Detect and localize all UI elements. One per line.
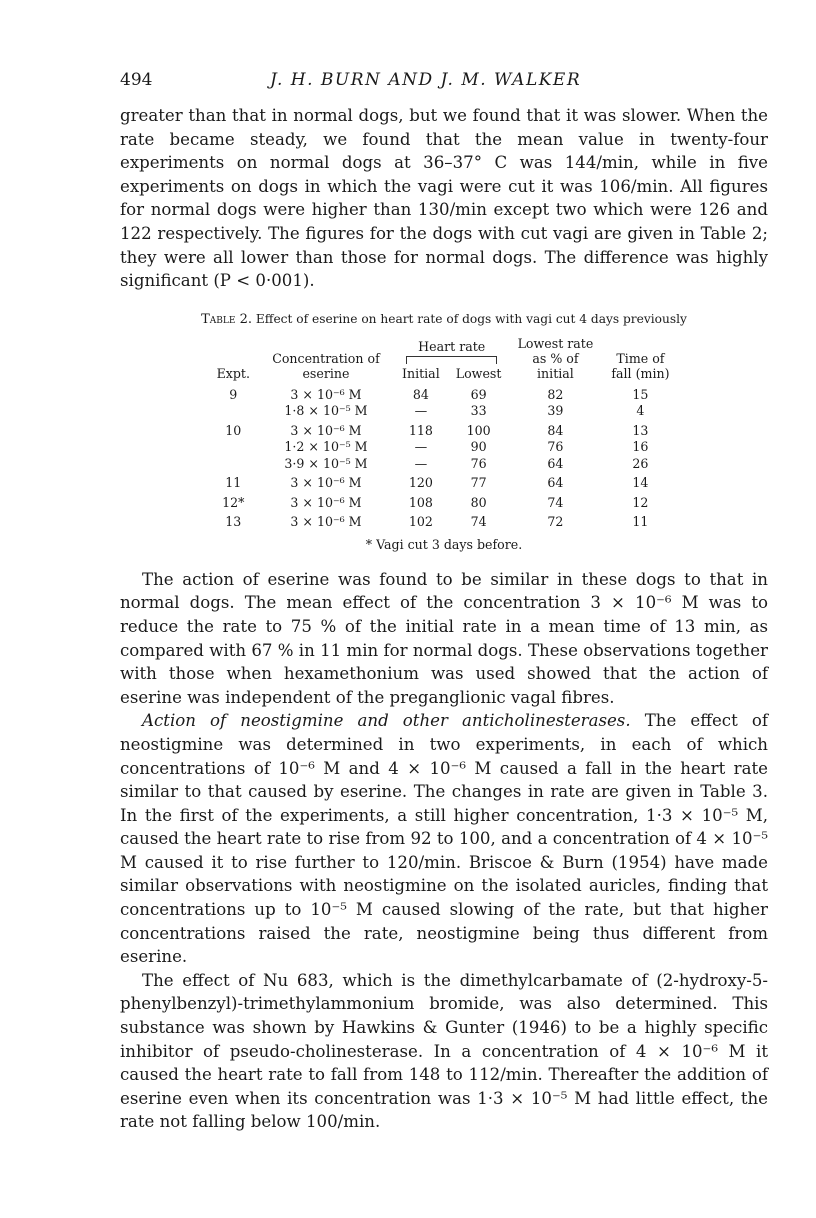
table-row [209,511,680,531]
cell-time: 14 [632,475,649,491]
paragraph-4: The effect of Nu 683, which is the dimethylcarbamate of (2-hydroxy-5-phenylbenzyl)-trimethylammonium bromide, was also determined. This substance was shown by Hawkins & Gunter (1946) to be a highly specific inhibitor of pseudo-cholinesterase. In a concentration of 4 × 10⁻⁶ M it caused the heart rate to fall from 148 to 112/min. Thereafter the addition of eserine even when its concentration was 1·3 × 10⁻⁵ M had little effect, the rate not falling below 100/min. [120,970,768,1132]
table-body [209,387,680,531]
cell-lowest: 76 [470,455,487,471]
cell-pct: 82 [547,386,564,402]
col-concentration: Concentration of eserine [272,350,380,381]
cell-initial: — [414,403,428,419]
running-title: J. H. BURN AND J. M. WALKER [270,70,582,90]
cell-time: 26 [632,455,649,471]
cell-lowest: 69 [470,386,487,402]
cell-time: 4 [636,403,645,419]
cell-lowest: 80 [470,494,487,510]
cell-initial: 102 [408,514,433,530]
table-footnote: * Vagi cut 3 days before. [365,536,523,552]
cell-initial: — [414,455,428,471]
col-initial: Initial [401,365,440,381]
section-heading: Action of neostigmine and other anticholinesterases. [142,711,631,731]
table-title: Effect of eserine on heart rate of dogs with vagi cut 4 days previously [255,311,687,326]
cell-time: 12 [632,494,649,510]
cell-conc: 3 × 10⁻⁶ M [290,422,362,438]
table-row [209,439,680,456]
cell-expt: 10 [225,422,242,438]
cell-pct: 64 [547,455,564,471]
col-lowest: Lowest [455,365,502,381]
cell-initial: — [414,439,428,455]
table-row [209,472,680,492]
cell-initial: 108 [408,494,433,510]
table-row [209,456,680,473]
cell-lowest: 90 [470,439,487,455]
cell-initial: 84 [412,386,429,402]
table-label: Table 2. [201,311,253,327]
cell-conc: 3·9 × 10⁻⁵ M [284,455,368,471]
cell-expt [209,439,258,456]
cell-time: 11 [632,514,649,530]
cell-time: 16 [632,439,649,455]
running-header [120,70,768,104]
cell-conc: 3 × 10⁻⁶ M [290,494,362,510]
cell-expt [209,403,258,420]
cell-expt: 11 [225,475,242,491]
cell-pct: 39 [547,403,564,419]
table-row [209,492,680,512]
cell-initial: 120 [408,475,433,491]
table-2 [209,336,680,531]
paragraph-3 [120,709,768,969]
table-caption [120,311,768,328]
cell-pct: 64 [547,475,564,491]
cell-expt: 9 [229,386,238,402]
cell-expt [209,456,258,473]
table-row [209,403,680,420]
paragraph-3-text: The effect of neostigmine was determined in two experiments, in each of which concentrations of 10⁻⁶ M and 4 × 10⁻⁶ M caused a fall in the heart rate similar to that caused by eserine. The changes in rate are given in Table 3. In the first of the experiments, a still higher concentration, 1·3 × 10⁻⁵ M, caused the heart rate to rise from 92 to 100, and a concentration of 4 × 10⁻⁵ M caused it to rise further to 120/min. Briscoe & Burn (1954) have made similar observations with neostigmine on the isolated auricles, finding that concentrations up to 10⁻⁵ M caused slowing of the rate, but that higher concentrations raised the rate, neostigmine being thus different from eserine. [120,711,768,967]
cell-pct: 76 [547,439,564,455]
col-time: Time of fall (min) [611,350,670,381]
cell-expt: 13 [225,514,242,530]
cell-conc: 3 × 10⁻⁶ M [290,475,362,491]
paragraph-2: The action of eserine was found to be similar in these dogs to that in normal dogs. The mean effect of the concentration 3 × 10⁻⁶ M was to reduce the rate to 75 % of the initial rate in a mean time of 13 min, as compared with 67 % in 11 min for normal dogs. These observations together with those when hexamethonium was used showed that the action of eserine was independent of the preganglionic vagal fibres. [120,569,768,707]
table-row [209,387,680,404]
cell-time: 13 [632,422,649,438]
cell-conc: 3 × 10⁻⁶ M [290,386,362,402]
paper-page [120,70,768,1134]
paragraph-1: greater than that in normal dogs, but we found that it was slower. When the rate became steady, we found that the mean value in twenty-four experiments on normal dogs at 36–37° C was 144/min, while in five experiments on dogs in which the vagi were cut it was 106/min. All figures for normal dogs were higher than 130/min except two which were 126 and 122 respectively. The figures for the dogs with cut vagi are given in Table 2; they were all lower than those for normal dogs. The difference was highly significant (P < 0·001). [120,106,768,291]
page-number: 494 [120,70,153,90]
cell-pct: 72 [547,514,564,530]
col-heart-rate: Heart rate [394,336,509,364]
cell-pct: 74 [547,494,564,510]
cell-time: 15 [632,386,649,402]
cell-conc: 1·2 × 10⁻⁵ M [284,439,368,455]
col-expt: Expt. [216,365,250,381]
cell-lowest: 33 [470,403,487,419]
cell-conc: 1·8 × 10⁻⁵ M [284,403,368,419]
cell-conc: 3 × 10⁻⁶ M [290,514,362,530]
cell-initial: 118 [408,422,433,438]
cell-expt: 12* [222,494,245,510]
cell-lowest: 100 [466,422,491,438]
col-lowest-pct: Lowest rate as % of initial [517,335,594,381]
cell-pct: 84 [547,422,564,438]
cell-lowest: 74 [470,514,487,530]
cell-lowest: 77 [470,475,487,491]
table-row [209,420,680,440]
